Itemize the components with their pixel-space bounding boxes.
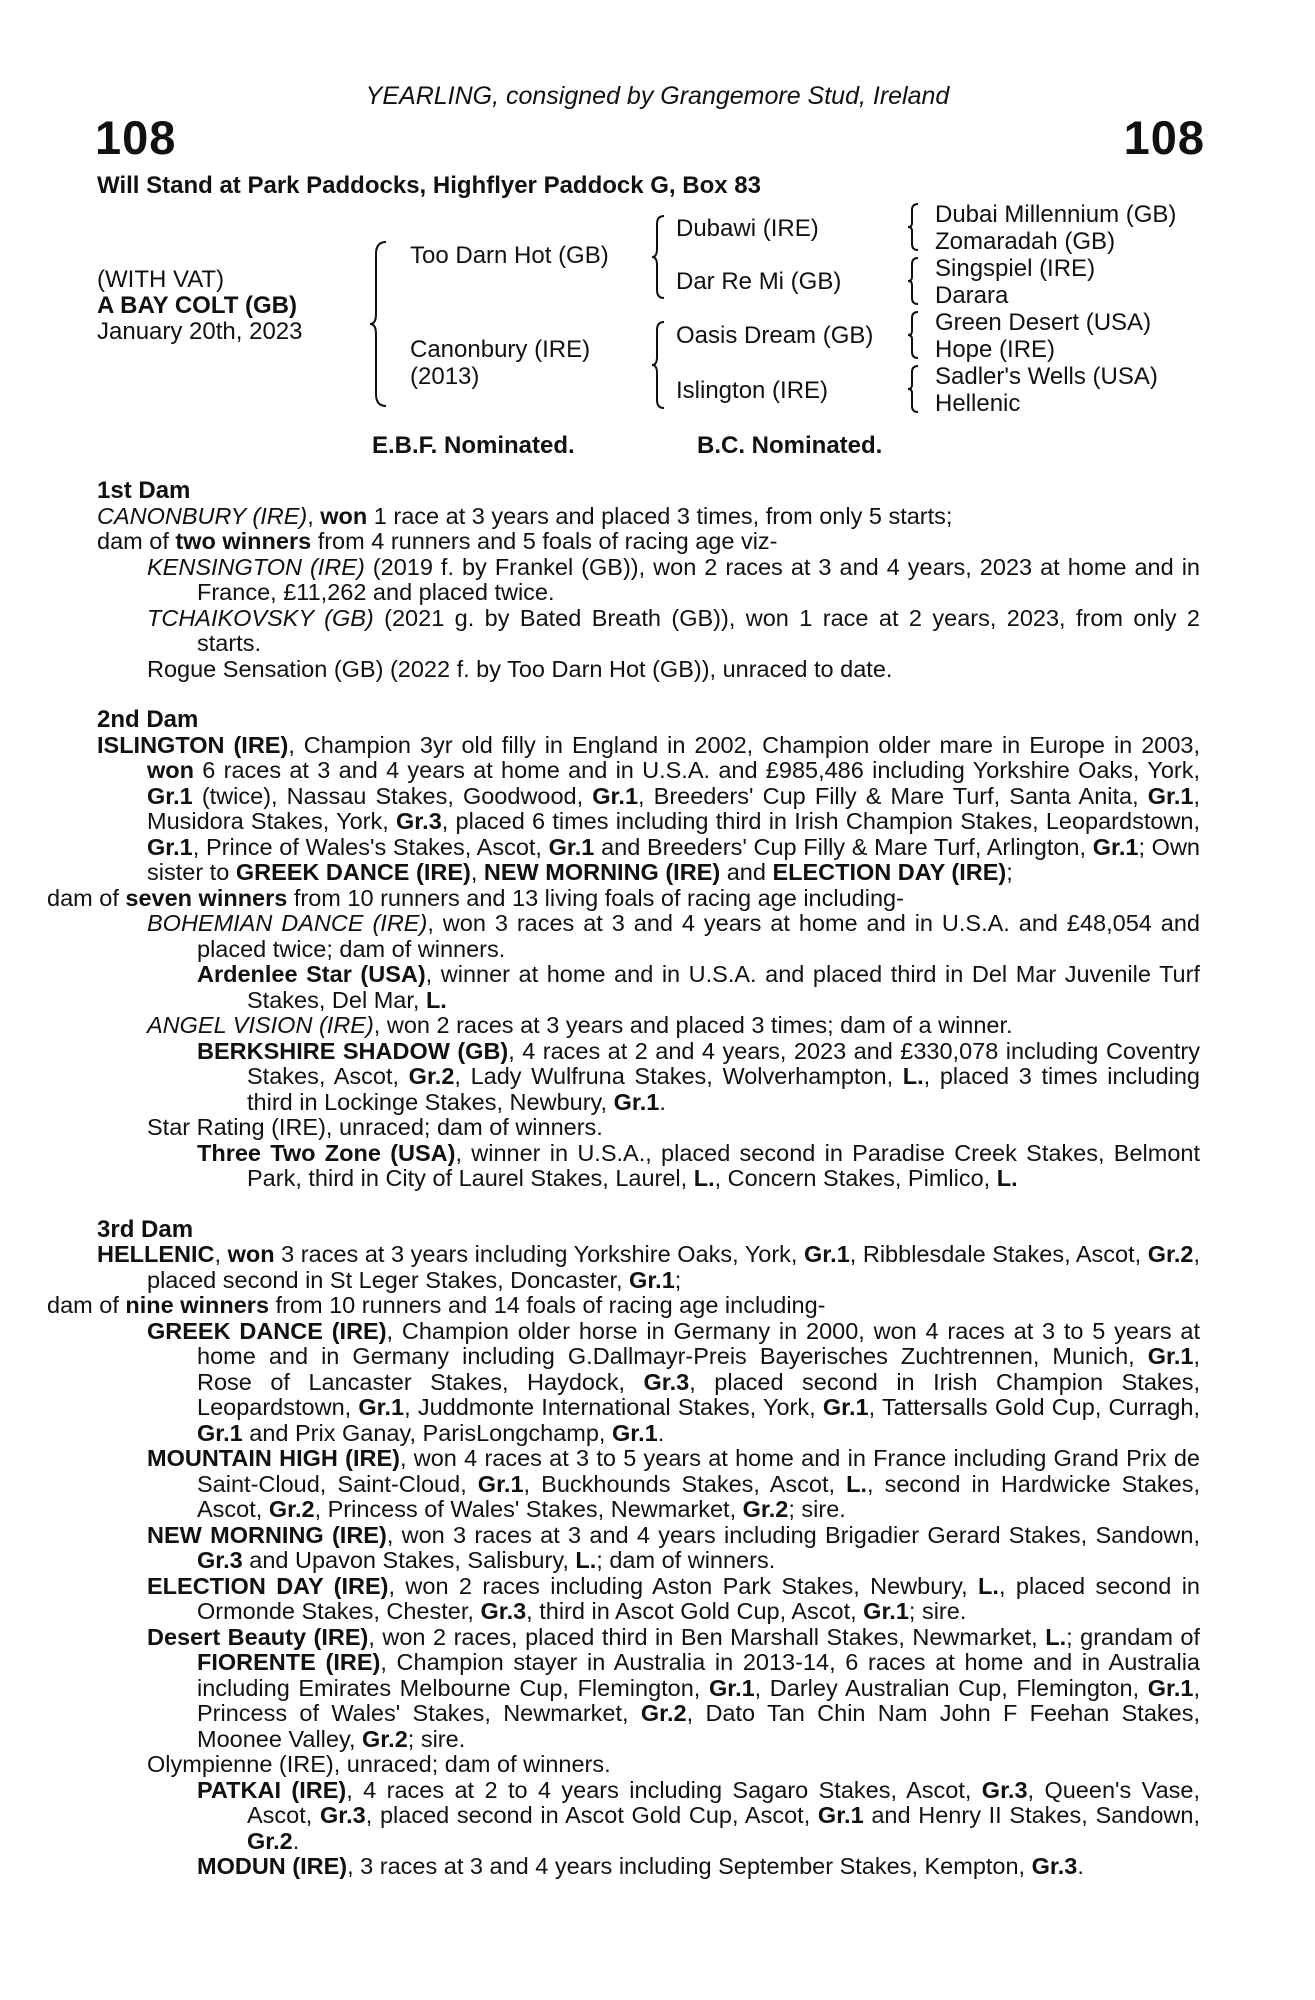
gen3-brace-1 (906, 202, 922, 252)
third-dam-heading: 3rd Dam (97, 1215, 194, 1243)
produce-berkshire-shadow: BERKSHIRE SHADOW (GB), 4 races at 2 and 4 years, 2023 and £330,078 including Coventry Stakes, Ascot, Gr.2, Lady Wulfruna Stakes, Wolverhampton, L., placed 3 times including third in Lockinge Stakes, Newbury, Gr.1. (197, 1037, 1201, 1115)
g3-7: Sadler's Wells (USA) (935, 363, 1158, 390)
second-dam-produce: dam of seven winners from 10 runners and 13 living foals of racing age including- (47, 884, 904, 911)
produce-patkai: PATKAI (IRE), 4 races at 2 to 4 years including Sagaro Stakes, Ascot, Gr.3, Queen's Vase, Ascot, Gr.3, placed second in Ascot Gold Cup, Ascot, Gr.1 and Henry II Stakes, Sandown, Gr.2. (197, 1776, 1201, 1854)
dam-dam: Islington (IRE) (676, 377, 829, 404)
catalogue-body (47, 477, 1201, 1880)
produce-angel-vision: ANGEL VISION (IRE), won 2 races at 3 years and placed 3 times; dam of a winner. (147, 1012, 1013, 1038)
produce-mountain-high: MOUNTAIN HIGH (IRE), won 4 races at 3 to 5 years at home and in France including Grand Prix de Saint-Cloud, Saint-Cloud, Gr.1, Buckhounds Stakes, Ascot, L., second in Hardwicke Stakes, Ascot, Gr.2, Princess of Wales' Stakes, Newmarket, Gr.2; sire. (147, 1445, 1200, 1522)
first-dam-entry: CANONBURY (IRE), won 1 race at 3 years and placed 3 times, from only 5 starts; (97, 502, 953, 529)
dam-brace (650, 320, 670, 410)
sire-sire: Dubawi (IRE) (676, 215, 819, 242)
sire-dam: Dar Re Mi (GB) (676, 268, 842, 295)
g3-5: Green Desert (USA) (935, 309, 1152, 336)
g3-8: Hellenic (935, 390, 1021, 417)
page-subtitle: YEARLING, consigned by Grangemore Stud, Ireland (365, 82, 950, 110)
produce-election-day: ELECTION DAY (IRE), won 2 races including Aston Park Stakes, Newbury, L., placed second in Ormonde Stakes, Chester, Gr.3, third in Ascot Gold Cup, Ascot, Gr.1; sire. (147, 1572, 1200, 1624)
produce-tchaikovsky: TCHAIKOVSKY (GB) (2021 g. by Bated Breath (GB)), won 1 race at 2 years, 2023, from only 2 starts. (147, 604, 1200, 656)
produce-greek-dance: GREEK DANCE (IRE), Champion older horse in Germany in 2000, won 4 races at 3 to 5 years at home and in Germany including G.Dallmayr-Preis Bayerisches Zuchtrennen, Munich, Gr.1, Rose of Lancaster Stakes, Haydock, Gr.3, placed second in Irish Champion Stakes, Leopardstown, Gr.1, Juddmonte International Stakes, York, Gr.1, Tattersalls Gold Cup, Curragh, Gr.1 and Prix Ganay, ParisLongchamp, Gr.1. (147, 1317, 1201, 1446)
gen3-brace-4 (906, 364, 922, 414)
produce-kensington: KENSINGTON (IRE) (2019 f. by Frankel (GB)), won 2 races at 3 and 4 years, 2023 at home and in France, £11,262 and placed twice. (147, 553, 1200, 605)
sire-brace (650, 214, 670, 300)
gen3-brace-3 (906, 310, 922, 360)
first-dam-produce: dam of two winners from 4 runners and 5 foals of racing age viz- (97, 528, 778, 554)
dam-sire: Oasis Dream (GB) (676, 322, 874, 349)
g3-4: Darara (935, 282, 1009, 309)
produce-bohemian-dance: BOHEMIAN DANCE (IRE), won 3 races at 3 and 4 years at home and in U.S.A. and £48,054 and placed twice; dam of winners. (147, 910, 1201, 962)
produce-rogue-sensation: Rogue Sensation (GB) (2022 f. by Too Darn Hot (GB)), unraced to date. (147, 655, 893, 682)
stand-location: Will Stand at Park Paddocks, Highflyer Paddock G, Box 83 (97, 172, 761, 199)
produce-desert-beauty: Desert Beauty (IRE), won 2 races, placed third in Ben Marshall Stakes, Newmarket, L.; grandam of FIORENTE (IRE), Champion stayer in Australia in 2013-14, 6 races at home and in Australia including Emirates Melbourne Cup, Flemington, Gr.1, Darley Australian Cup, Flemington, Gr.1, Princess of Wales' Stakes, Newmarket, Gr.2, Dato Tan Chin Nam John F Feehan Stakes, Moonee Valley, Gr.2; sire. (147, 1623, 1201, 1752)
lot-number-left: 108 (95, 111, 177, 164)
produce-star-rating: Star Rating (IRE), unraced; dam of winners. (147, 1114, 603, 1140)
foaling-date: January 20th, 2023 (97, 318, 303, 345)
second-dam-heading: 2nd Dam (97, 706, 199, 733)
produce-three-two-zone: Three Two Zone (USA), winner in U.S.A., placed second in Paradise Creek Stakes, Belmont Park, third in City of Laurel Stakes, Laurel, L., Concern Stakes, Pimlico, L. (197, 1139, 1201, 1191)
first-dam-heading: 1st Dam (97, 477, 191, 504)
bc-nominated: B.C. Nominated. (697, 432, 883, 459)
second-dam-entry: ISLINGTON (IRE), Champion 3yr old filly in England in 2002, Champion older mare in Europe in 2003, won 6 races at 3 and 4 years at home and in U.S.A. and £985,486 including Yorkshire Oaks, York, Gr.1 (twice), Nassau Stakes, Goodwood, Gr.1, Breeders' Cup Filly & Mare Turf, Santa Anita, Gr.1, Musidora Stakes, York, Gr.3, placed 6 times including third in Irish Champion Stakes, Leopardstown, Gr.1, Prince of Wales's Stakes, Ascot, Gr.1 and Breeders' Cup Filly & Mare Turf, Arlington, Gr.1; Own sister to GREEK DANCE (IRE), NEW MORNING (IRE) and ELECTION DAY (IRE); (97, 731, 1200, 885)
dam-year: (2013) (410, 363, 480, 390)
third-dam-produce: dam of nine winners from 10 runners and 14 foals of racing age including- (47, 1292, 826, 1318)
produce-new-morning: NEW MORNING (IRE), won 3 races at 3 and 4 years including Brigadier Gerard Stakes, Sandown, Gr.3 and Upavon Stakes, Salisbury, L.; dam of winners. (147, 1521, 1200, 1573)
g3-1: Dubai Millennium (GB) (935, 201, 1177, 228)
sire: Too Darn Hot (GB) (410, 242, 609, 269)
vat-note: (WITH VAT) (97, 266, 225, 293)
produce-modun: MODUN (IRE), 3 races at 3 and 4 years including September Stakes, Kempton, Gr.3. (197, 1853, 1084, 1879)
horse-name: A BAY COLT (GB) (97, 292, 298, 319)
gen3-brace-2 (906, 256, 922, 306)
ebf-nominated: E.B.F. Nominated. (372, 432, 575, 459)
produce-ardenlee-star: Ardenlee Star (USA), winner at home and in U.S.A. and placed third in Del Mar Juvenile Turf Stakes, Del Mar, L. (197, 961, 1200, 1013)
produce-olympienne: Olympienne (IRE), unraced; dam of winners. (147, 1751, 611, 1777)
lot-number-right: 108 (1123, 111, 1205, 164)
pedigree-brace (368, 240, 392, 408)
g3-6: Hope (IRE) (935, 336, 1056, 363)
g3-3: Singspiel (IRE) (935, 255, 1096, 282)
dam: Canonbury (IRE) (410, 336, 591, 363)
third-dam-entry: HELLENIC, won 3 races at 3 years including Yorkshire Oaks, York, Gr.1, Ribblesdale Stakes, Ascot, Gr.2, placed second in St Leger Stakes, Doncaster, Gr.1; (97, 1241, 1201, 1293)
g3-2: Zomaradah (GB) (935, 228, 1116, 255)
